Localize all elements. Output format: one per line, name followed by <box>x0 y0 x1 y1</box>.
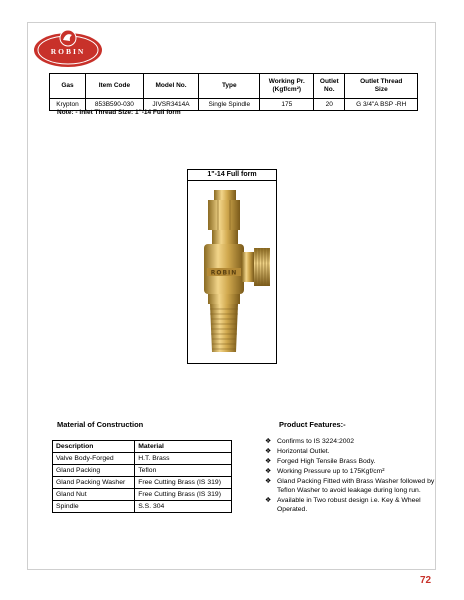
table-row <box>53 501 232 513</box>
bullet-icon: ❖ <box>265 468 272 475</box>
material-description: Spindle <box>53 501 135 513</box>
valve-image <box>190 182 274 362</box>
header-working-pressure-line1: Working Pr. <box>268 78 305 85</box>
spec-table <box>49 73 418 111</box>
material-header-row <box>53 441 232 453</box>
product-caption: 1"-14 Full form <box>188 170 276 181</box>
material-description: Gland Nut <box>53 489 135 501</box>
material-header-description: Description <box>53 441 135 453</box>
list-item <box>265 447 435 456</box>
header-outlet-no <box>314 74 345 99</box>
header-working-pressure <box>260 74 314 99</box>
bullet-icon: ❖ <box>265 458 272 465</box>
list-item <box>265 496 435 514</box>
header-outlet-no-line1: Outlet <box>319 78 339 85</box>
material-description: Gland Packing Washer <box>53 477 135 489</box>
feature-text: Confirms to IS 3224:2002 <box>277 438 355 445</box>
material-heading: Material of Construction <box>57 420 144 429</box>
material-header-material: Material <box>135 441 232 453</box>
list-item <box>265 477 435 495</box>
header-outlet-no-line2: No. <box>324 86 335 93</box>
feature-text: Working Pressure up to 175Kgf/cm² <box>277 468 385 475</box>
bullet-icon: ❖ <box>265 438 272 445</box>
cell-model-no: JIVSR3414A <box>143 99 198 111</box>
feature-text: Available in Two robust design i.e. Key & Wheel Operated. <box>277 497 421 513</box>
cell-working-pressure: 175 <box>260 99 314 111</box>
table-row <box>53 453 232 465</box>
header-model-no: Model No. <box>143 74 198 99</box>
features-heading: Product Features:- <box>279 420 346 429</box>
valve-stamp: ROBIN <box>210 269 238 277</box>
page-number: 72 <box>420 575 432 586</box>
feature-text: Gland Packing Fitted with Brass Washer followed by Teflon Washer to avoid leakage during long run. <box>277 478 435 494</box>
header-working-pressure-line2: (Kgf/cm²) <box>272 86 302 93</box>
material-value: Free Cutting Brass (IS 319) <box>135 489 232 501</box>
list-item <box>265 457 435 466</box>
material-description: Gland Packing <box>53 465 135 477</box>
list-item <box>265 437 435 446</box>
material-description: Valve Body-Forged <box>53 453 135 465</box>
material-value: H.T. Brass <box>135 453 232 465</box>
table-row <box>53 477 232 489</box>
cell-outlet-thread: G 3/4"A BSP -RH <box>345 99 418 111</box>
table-row <box>53 465 232 477</box>
product-image-box <box>187 169 277 364</box>
inlet-thread-note: Note: - Inlet Thread Size: 1"-14 Full form <box>57 109 181 116</box>
header-outlet-thread-line2: Size <box>374 86 388 93</box>
feature-text: Forged High Tensile Brass Body. <box>277 458 376 465</box>
header-outlet-thread-line1: Outlet Thread <box>360 78 403 85</box>
cell-type: Single Spindle <box>199 99 260 111</box>
cell-gas: Krypton <box>50 99 86 111</box>
bullet-icon: ❖ <box>265 478 272 485</box>
header-outlet-thread <box>345 74 418 99</box>
header-type: Type <box>199 74 260 99</box>
header-gas: Gas <box>50 74 86 99</box>
bullet-icon: ❖ <box>265 448 272 455</box>
bullet-icon: ❖ <box>265 497 272 504</box>
material-value: Free Cutting Brass (IS 319) <box>135 477 232 489</box>
table-row <box>53 489 232 501</box>
material-table <box>52 440 232 513</box>
cell-outlet-no: 20 <box>314 99 345 111</box>
robin-logo <box>32 26 104 70</box>
cell-item-code: 853B590-030 <box>85 99 143 111</box>
logo-text: ROBIN <box>50 47 86 56</box>
material-value: S.S. 304 <box>135 501 232 513</box>
header-item-code: Item Code <box>85 74 143 99</box>
features-list <box>265 437 435 515</box>
feature-text: Horizontal Outlet. <box>277 448 330 455</box>
spec-header-row <box>50 74 418 99</box>
list-item <box>265 467 435 476</box>
material-value: Teflon <box>135 465 232 477</box>
